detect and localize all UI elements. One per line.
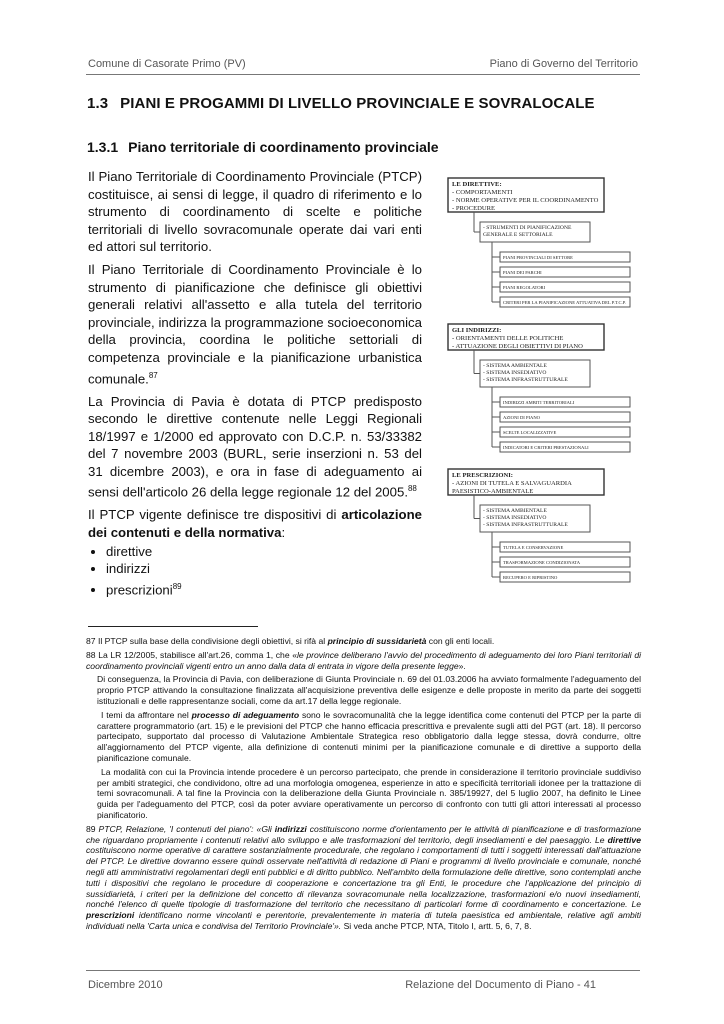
directive-box-label: - COMPORTAMENTI [452, 189, 513, 196]
footnote-number: 88 [86, 649, 96, 660]
footnote-text: ». [458, 660, 466, 671]
list-item [106, 578, 422, 599]
dispositivi-list [88, 543, 422, 599]
footnote-88 [86, 650, 641, 672]
directive-box-label: LE DIRETTIVE: [452, 181, 502, 188]
footnote-quote: le province deliberano l'avvio del procedimento di adeguamento dei loro Piani territoriali di coordinamento provinciali vigenti entro un anno dalla data di entrata in vigore della presente legge [86, 649, 642, 671]
ptcp-structure-diagram [446, 175, 639, 593]
system-box-label: - STRUMENTI DI PIANIFICAZIONE [483, 225, 572, 231]
footnote-ref-88[interactable]: 88 [407, 484, 417, 494]
directive-box-label: - AZIONI DI TUTELA E SALVAGUARDIA [452, 480, 572, 487]
footnote-emphasis: prescrizioni [86, 910, 135, 921]
footnote-emphasis: processo di adeguamento [191, 709, 300, 720]
footnote-text: sono le sovracomunalità che la legge identifica come contenuti del PTCP per la parte di carattere programmatorio (art. 15) e le previsioni del PTCP che hanno efficacia prescrittiva e prevalente sugli atti del PGT (art. 18). Il percorso partecipato, supportato dal processo di Valutazione Ambientale Strategica reso obbligatorio dalla legge stessa, dovrà condurre, oltre all'aggiornamento del PTCP vigente, alla definizione di contenuti minimi per la pianificazione comunale e di direttive a supporto della pianificazione comunale. [97, 709, 641, 763]
footer-page: Relazione del Documento di Piano - 41 [405, 979, 596, 991]
footnote-88-paragraph: Di conseguenza, la Provincia di Pavia, con deliberazione di Giunta Provinciale n. 69 del 01.03.2006 ha avviato formalmente l'adeguamento del proprio PTCP attivando la consultazione finalizzata all'acquisizione preventiva delle esigenze e delle proposte in merito da parte dei soggetti istituzionali e delle rappresentanze sociali, come da art.17 della legge regionale. [97, 674, 641, 706]
paragraph-2 [88, 261, 422, 388]
instrument-box-label: INDICATORI E CRITERI PRESTAZIONALI [503, 445, 589, 450]
footnote-87 [86, 636, 641, 647]
paragraph-4 [88, 506, 422, 541]
list-item-text: prescrizioni [106, 582, 173, 598]
footnote-text: La LR 12/2005, stabilisce all'art.26, comma 1, che « [98, 649, 298, 660]
footnote-text: Si veda anche PTCP, NTA, Titolo I, artt. 5, 6, 7, 8. [341, 920, 532, 931]
footnote-separator [88, 626, 258, 627]
footnote-89 [86, 824, 641, 932]
footnote-88-paragraph: La modalità con cui la Provincia intende procedere è un percorso partecipato, che prende in considerazione il territorio provinciale suddiviso per ambiti strategici, che condividono, oltre ad una morfologia omogenea, esperienze in atto e specificità territoriali idonee per la trattazione di temi sovracomunali. A tal fine la Provincia con la deliberazione della Giunta Provinciale n. 385/19927, del 5 luglio 2007, ha definito le Linee guida per l'adeguamento del PTCP, così da poter avviare operativamente un percorso di confronto con tutti gli attori interessati al processo pianificatorio. [97, 766, 641, 820]
paragraph-4-bold: articolazione dei contenuti e della normativa [88, 507, 422, 541]
footnote-number: 87 [86, 636, 96, 646]
system-box-label: GENERALE E SETTORIALE [483, 232, 553, 238]
instrument-box-label: RECUPERO E RIPRISTINO [503, 575, 558, 580]
instrument-box-label: PIANI DEI PARCHI [503, 270, 542, 275]
footnote-text: costituiscono norme operative di carattere sostanzialmente procedurale, che regolano i comportamenti di tutti i soggetti interessati dall'attuazione del PTCP. Le direttive dovranno essere quindi osservate nell'attività di redazione di Piani e programmi di livello provinciale e comunale, nonché negli atti amministrativi regolamentari degli enti pubblici e di diritto pubblico. Nell'ambito della formulazione delle direttive, sono contemplati anche tutti i dispositivi che regolano le procedure di cooperazione e concertazione tra gli Enti, le procedure che l'applicazione del principio di sussidiarietà, i criteri per la definizione del concetto di rilevanza sovracomunale nella localizzazione, trasformazioni e/o nuovi insediamenti, nonché l'elenco di quelle tipologie di trasformazione del territorio che necessitano di particolari forme di coordinamento e concertazione. Le [86, 845, 641, 910]
footnote-text: PTCP, Relazione, 'I contenuti del piano': «Gli [98, 823, 275, 834]
page-footer [86, 970, 640, 991]
paragraph-4-text: Il PTCP vigente definisce tre dispositivi di [88, 507, 337, 523]
instrument-box-label: TUTELA E CONSERVAZIONE [503, 545, 564, 550]
instrument-box-label: PIANI PROVINCIALI DI SETTORE [503, 255, 573, 260]
footnote-number: 89 [86, 823, 96, 834]
list-item: • indirizzi [106, 560, 422, 578]
instrument-box-label: PIANI REGOLATORI [503, 285, 546, 290]
paragraph-3 [88, 393, 422, 502]
system-box-label: - SISTEMA INFRASTRUTTURALE [483, 377, 568, 383]
footnote-text: I temi da affrontare nel [101, 709, 192, 720]
system-box-label: - SISTEMA INSEDIATIVO [483, 515, 547, 521]
page-header [86, 56, 640, 75]
directive-box-label: GLI INDIRIZZI: [452, 327, 502, 334]
footnote-emphasis: indirizzi [274, 823, 307, 834]
subsection-heading [87, 139, 439, 155]
footnote-ref-87[interactable]: 87 [148, 370, 158, 380]
footnote-text: Il PTCP sulla base della condivisione degli obiettivi, si rifà al [97, 636, 328, 646]
section-title: PIANI E PROGAMMI DI LIVELLO PROVINCIALE E SOVRALOCALE [120, 95, 595, 112]
body-text [88, 168, 422, 599]
directive-box-label: - ATTUAZIONE DEGLI OBIETTIVI DI PIANO [452, 343, 583, 350]
system-box-label: - SISTEMA INFRASTRUTTURALE [483, 522, 568, 528]
footnote-ref-89[interactable]: 89 [172, 581, 182, 591]
subsection-title: Piano territoriale di coordinamento provinciale [128, 139, 439, 155]
footer-date: Dicembre 2010 [88, 979, 163, 991]
directive-box-label: - ORIENTAMENTI DELLE POLITICHE [452, 335, 564, 342]
footnote-text: con gli enti locali. [426, 636, 495, 646]
instrument-box-label: INDIRIZZI AMBITI TERRITORIALI [503, 400, 575, 405]
system-box-label: - SISTEMA AMBIENTALE [483, 508, 547, 514]
footnote-text: identificano norme vincolanti e perentorie, prevalentemente in materia di tutela paesistica ed ambientale, relative agli ambiti individuati nella 'Carta unica e condivisa del Territorio Provinciale'». [86, 910, 641, 931]
directive-box-label: LE PRESCRIZIONI: [452, 472, 514, 479]
header-document: Piano di Governo del Territorio [489, 58, 638, 70]
list-item: • direttive [106, 543, 422, 561]
directive-box-label: PAESISTICO-AMBIENTALE [452, 488, 534, 495]
instrument-box-label: AZIONI DI PIANO [503, 415, 540, 420]
section-heading [87, 95, 595, 112]
instrument-box-label: SCELTE LOCALIZZATIVE [503, 430, 557, 435]
footnote-emphasis: direttive [607, 834, 641, 845]
footnotes [86, 636, 641, 935]
footnote-88-paragraph [86, 710, 641, 764]
instrument-box-label: TRASFORMAZIONE CONDIZIONATA [503, 560, 581, 565]
header-municipality: Comune di Casorate Primo (PV) [88, 58, 246, 70]
paragraph-1: Il Piano Territoriale di Coordinamento Provinciale (PTCP) costituisce, ai sensi di legge, il quadro di riferimento e lo strumento di coordinamento di scelte e politiche territoriali di livello sovracomunale operate dai vari enti ed attori sul territorio. [88, 169, 422, 255]
subsection-number: 1.3.1 [87, 139, 119, 155]
paragraph-3-text: La Provincia di Pavia è dotata di PTCP predisposto secondo le direttive contenute nelle Leggi Regionali 18/1997 e 1/2000 ed approvato con D.C.P. n. 53/33382 del 7 novembre 2003 (BURL, serie inserzioni n. 53 del 31 dicembre 2003), e ora in fase di adeguamento ai sensi dell'articolo 26 della legge regionale 12 del 2005. [88, 393, 422, 500]
directive-box-label: - PROCEDURE [452, 205, 496, 212]
instrument-box-label: CRITERI PER LA PIANIFICAZIONE ATTUATIVA DEL P.T.C.P. [503, 300, 626, 305]
system-box-label: - SISTEMA AMBIENTALE [483, 363, 547, 369]
section-number: 1.3 [87, 95, 109, 112]
directive-box-label: - NORME OPERATIVE PER IL COORDINAMENTO [452, 197, 599, 204]
paragraph-2-text: Il Piano Territoriale di Coordinamento Provinciale è lo strumento di pianificazione che definisce gli obiettivi generali relativi all'assetto e alla tutela del territorio provinciale, indirizza la programmazione socioeconomica della provincia, coordina le politiche settoriali di competenza provinciale e la pianificazione urbanistica comunale. [88, 261, 422, 386]
footnote-emphasis: principio di sussidarietà [327, 636, 427, 646]
footnote-text: costituiscono norme d'orientamento per le attività di pianificazione e di trasformazione che riguardano propriamente i contenuti relativi allo sviluppo e alle trasformazioni del territorio, degli insediamenti e del paesaggio. Le [86, 823, 641, 845]
system-box-label: - SISTEMA INSEDIATIVO [483, 370, 547, 376]
paragraph-4-colon: : [281, 525, 286, 541]
